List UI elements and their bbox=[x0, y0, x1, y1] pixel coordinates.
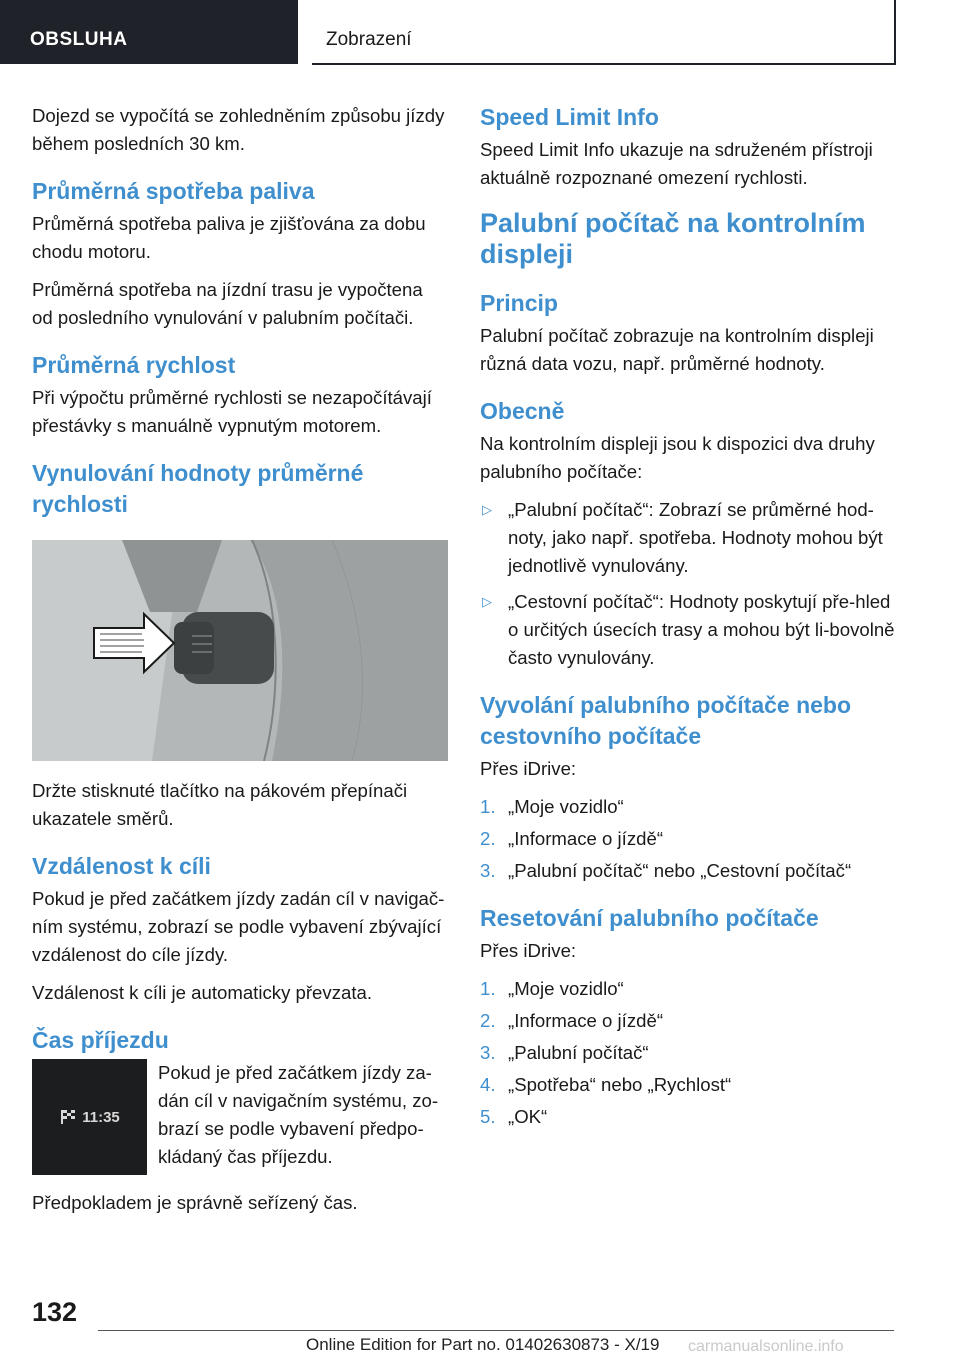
page-number: 132 bbox=[32, 1297, 78, 1327]
list-item: 1. „Moje vozidlo“ bbox=[480, 978, 624, 999]
header-section-tab bbox=[0, 0, 298, 64]
turn-signal-lever-illustration bbox=[32, 540, 448, 761]
reset-computer-intro: Přes iDrive: bbox=[480, 940, 577, 961]
call-steps-list bbox=[480, 793, 898, 885]
arrival-row bbox=[32, 1059, 448, 1175]
reset-avg-speed-heading: Vynulování hodnoty průměrné rychlosti bbox=[32, 460, 364, 517]
list-item: 3. „Palubní počítač“ nebo „Cestovní počítač“ bbox=[480, 860, 852, 881]
watermark-text: carmanualsonline.info bbox=[688, 1338, 844, 1355]
header-chapter-box bbox=[312, 0, 896, 65]
principle-heading: Princip bbox=[480, 290, 558, 316]
list-item: 4. „Spotřeba“ nebo „Rychlost“ bbox=[480, 1074, 732, 1095]
footer-edition-text: Online Edition for Part no. 01402630873 - X/19 bbox=[306, 1335, 660, 1354]
distance-heading: Vzdálenost k cíli bbox=[32, 853, 211, 879]
list-item: ▷ „Cestovní počítač“: Hodnoty poskytují pře-hled o určitých úsecích trasy a mohou být li-bovolně často vynulovány. bbox=[480, 588, 898, 672]
lever-button-drawing bbox=[32, 540, 448, 761]
arrival-time-display bbox=[32, 1059, 147, 1175]
speed-limit-text: Speed Limit Info ukazuje na sdruženém přístroji aktuálně rozpoznané omezení rychlosti. bbox=[480, 139, 873, 188]
list-item: 2. „Informace o jízdě“ bbox=[480, 1010, 664, 1031]
list-item: 2. „Informace o jízdě“ bbox=[480, 828, 664, 849]
avg-speed-text: Při výpočtu průměrné rychlosti se nezapočítávají přestávky s manuálně vypnutým motorem. bbox=[32, 387, 432, 436]
list-item: 3. „Palubní počítač“ bbox=[480, 1042, 649, 1063]
arrival-heading: Čas příjezdu bbox=[32, 1027, 169, 1053]
reset-avg-speed-caption: Držte stisknuté tlačítko na pákovém přepínači ukazatele směrů. bbox=[32, 780, 408, 829]
reset-computer-heading: Resetování palubního počítače bbox=[480, 905, 819, 931]
header-section-label: OBSLUHA bbox=[30, 29, 128, 50]
arrival-text-1: Pokud je před začátkem jízdy za-dán cíl v navigačním systému, zo-brazí se podle vybavení předpo-kládaný čas příjezdu. bbox=[158, 1062, 439, 1167]
list-item: 5. „OK“ bbox=[480, 1106, 548, 1127]
header-chapter-label: Zobrazení bbox=[326, 29, 412, 50]
avg-consumption-text-1: Průměrná spotřeba paliva je zjišťována za dobu chodu motoru. bbox=[32, 213, 426, 262]
call-computer-heading: Vyvolání palubního počítače nebo cestovního počítače bbox=[480, 692, 852, 749]
right-column bbox=[480, 102, 898, 1139]
left-column bbox=[32, 102, 448, 1227]
avg-speed-heading: Průměrná rychlost bbox=[32, 352, 236, 378]
general-heading: Obecně bbox=[480, 398, 565, 424]
distance-text-1: Pokud je před začátkem jízdy zadán cíl v navigač-ním systému, zobrazí se podle vybavení zbývající vzdálenost do cíle jízdy. bbox=[32, 888, 445, 965]
list-item: 1. „Moje vozidlo“ bbox=[480, 796, 624, 817]
avg-consumption-heading: Průměrná spotřeba paliva bbox=[32, 178, 315, 204]
triangle-bullet-icon: ▷ bbox=[482, 594, 492, 609]
arrival-text-2: Předpokladem je správně seřízený čas. bbox=[32, 1192, 358, 1213]
destination-flag-icon bbox=[59, 1108, 77, 1126]
computer-types-list bbox=[480, 496, 898, 672]
onboard-computer-heading: Palubní počítač na kontrolním displeji bbox=[480, 208, 866, 269]
reset-steps-list bbox=[480, 975, 898, 1131]
avg-consumption-text-2: Průměrná spotřeba na jízdní trasu je vypočtena od posledního vynulování v palubním počítači. bbox=[32, 279, 423, 328]
distance-text-2: Vzdálenost k cíli je automaticky převzata. bbox=[32, 982, 373, 1003]
principle-text: Palubní počítač zobrazuje na kontrolním displeji různá data vozu, např. průměrné hodnoty. bbox=[480, 325, 874, 374]
speed-limit-heading: Speed Limit Info bbox=[480, 104, 659, 130]
range-intro-text: Dojezd se vypočítá se zohledněním způsobu jízdy během posledních 30 km. bbox=[32, 105, 445, 154]
triangle-bullet-icon: ▷ bbox=[482, 502, 492, 517]
list-item: ▷ „Palubní počítač“: Zobrazí se průměrné hod-noty, jako např. spotřeba. Hodnoty mohou být jednotlivě vynulovány. bbox=[480, 496, 898, 580]
general-text: Na kontrolním displeji jsou k dispozici dva druhy palubního počítače: bbox=[480, 433, 875, 482]
arrival-time-value: 11:35 bbox=[82, 1108, 120, 1126]
call-computer-intro: Přes iDrive: bbox=[480, 758, 577, 779]
footer-divider bbox=[98, 1330, 894, 1331]
